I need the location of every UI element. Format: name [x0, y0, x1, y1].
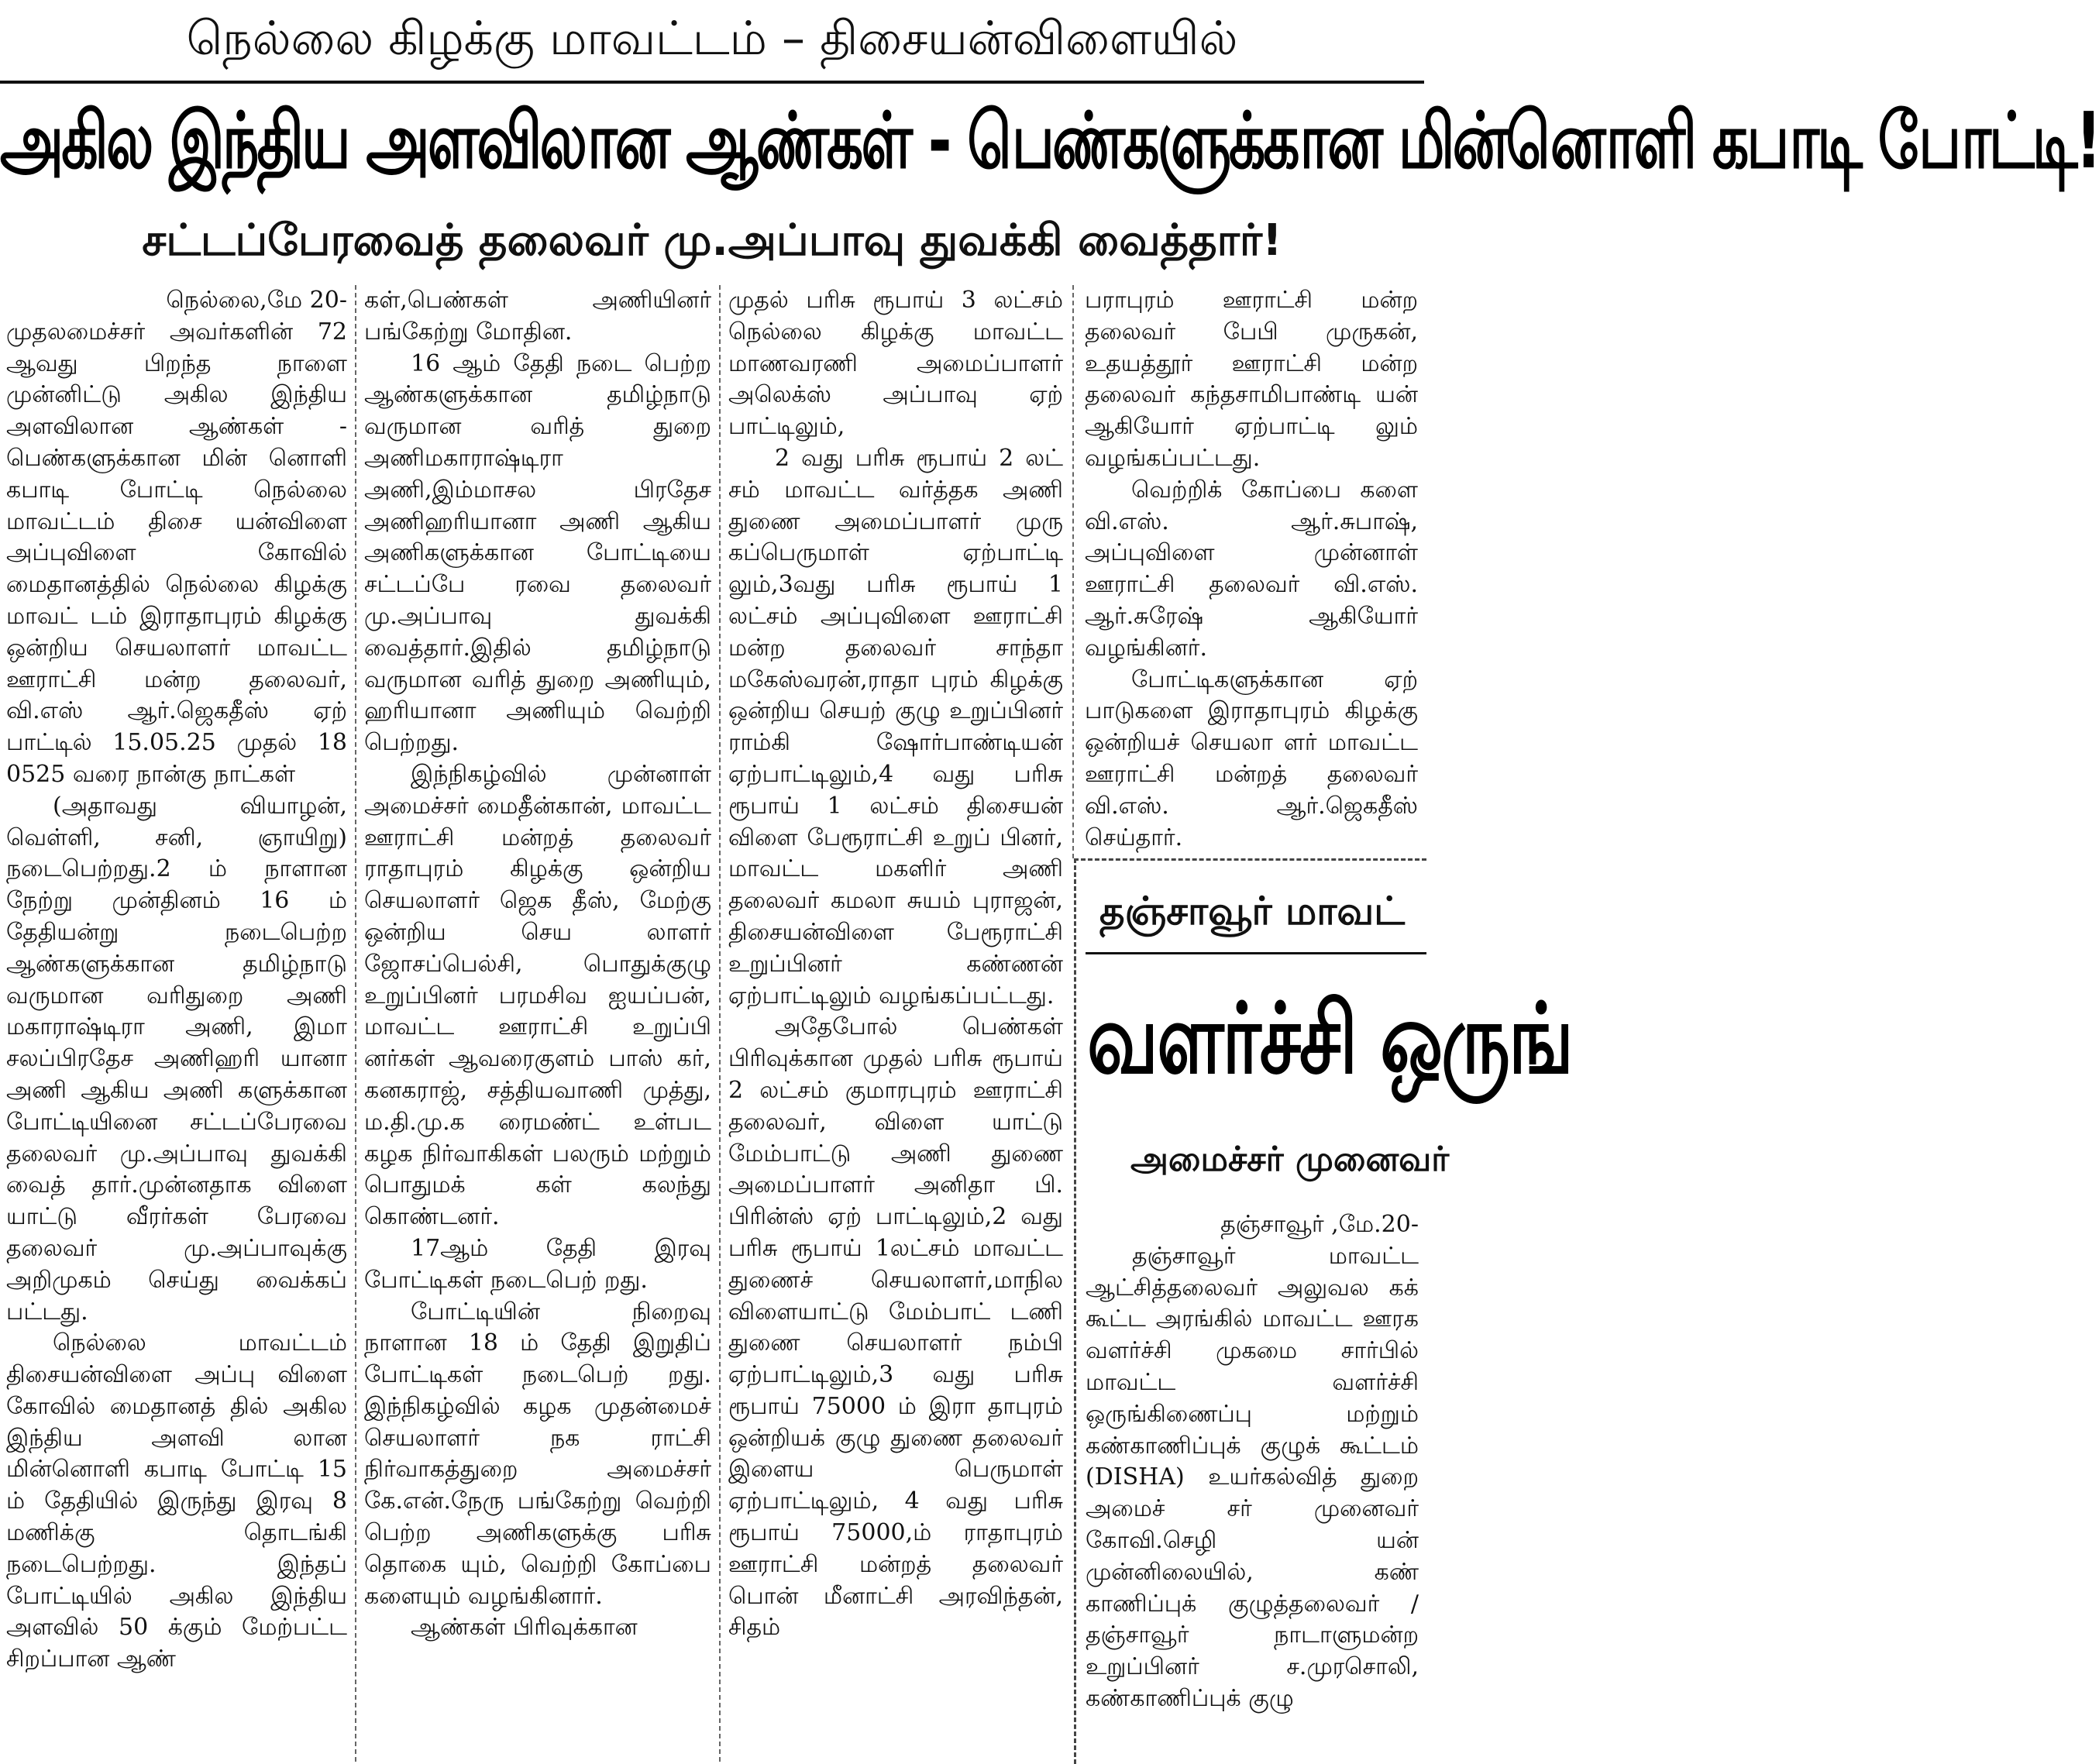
headline: அகில இந்திய அளவிலான ஆண்கள் - பெண்களுக்கான மின்னொளி கபாடி போட்டி!: [0, 95, 2099, 187]
paragraph: 2 வது பரிசு ரூபாய் 2 லட் சம் மாவட்ட வர்த்தக அணி துணை அமைப்பாளர் முரு கப்பெருமாள் ஏற்பாட்டி லும்,3வது பரிசு ரூபாய் 1 லட்சம் அப்புவிளை ஊராட்சி மன்ற தலைவர் சாந்தா மகேஸ்வரன்,ராதா புரம் கிழக்கு ஒன்றிய செயற் குழு உறுப்பினர் ராம்கி ஷோர்பாண்டியன் ஏற்பாட்டிலும்,4 வது பரிசு ரூபாய் 1 லட்சம் திசையன் விளை பேரூராட்சி உறுப் பினர், மாவட்ட மகளிர் அணி தலைவர் கமலா சுயம் புராஜன், திசையன்விளை பேரூராட்சி உறுப்பினர் கண்ணன் ஏற்பாட்டிலும் வழங்கப்பட்டது.: [728, 444, 1063, 1009]
paragraph: போட்டியின் நிறைவு நாளான 18 ம் தேதி இறுதிப் போட்டிகள் நடைபெற் றது. இந்நிகழ்வில் கழக முதன்மைச் செயலாளர் நக ராட்சி நிர்வாகத்துறை அமைச்சர் கே.என்.நேரு பங்கேற்று வெற்றி பெற்ற அணிகளுக்கு பரிசு தொகை யும், வெற்றி கோப்பை களையும் வழங்கினார்.: [364, 1298, 711, 1610]
paragraph: போட்டிகளுக்கான ஏற் பாடுகளை இராதாபுரம் கிழக்கு ஒன்றியச் செயலா ளர் மாவட்ட ஊராட்சி மன்றத் தலைவர் வி.எஸ். ஆர்.ஜெகதீஸ் செய்தார்.: [1085, 665, 1418, 851]
paragraph: முதலமைச்சர் அவர்களின் 72 ஆவது பிறந்த நாளை முன்னிட்டு அகில இந்திய அளவிலான ஆண்கள் - பெண்களுக்கான மின் னொளி கபாடி போட்டி நெல்லை மாவட்டம் திசை யன்விளை அப்புவிளை கோவில் மைதானத்தில் நெல்லை கிழக்கு மாவட் டம் இராதாபுரம் கிழக்கு ஒன்றிய செயலாளர் மாவட்ட ஊராட்சி மன்ற தலைவர், வி.எஸ் ஆர்.ஜெகதீஸ் ஏற் பாட்டில் 15.05.25 முதல் 18 0525 வரை நான்கு நாட்கள்: [6, 318, 347, 788]
paragraph: நெல்லை மாவட்டம் திசையன்விளை அப்பு விளை கோவில் மைதானத் தில் அகில இந்திய அளவி லான மின்னொளி கபாடி போட்டி 15 ம் தேதியில் இருந்து இரவு 8 மணிக்கு தொடங்கி நடைபெற்றது. இந்தப் போட்டியில் அகில இந்திய அளவில் 50 க்கும் மேற்பட்ட சிறப்பான ஆண்: [6, 1329, 347, 1673]
second-article-box: [1074, 858, 1572, 1764]
paragraph: 17ஆம் தேதி இரவு போட்டிகள் நடைபெற் றது.: [364, 1234, 711, 1294]
column-divider: [1072, 285, 1074, 858]
article-column-4: [1085, 285, 1418, 854]
paragraph: பராபுரம் ஊராட்சி மன்ற தலைவர் பேபி முருகன், உதயத்தூர் ஊராட்சி மன்ற தலைவர் கந்தசாமிபாண்டி யன் ஆகியோர் ஏற்பாட்டி லும் வழங்கப்பட்டது.: [1085, 287, 1418, 472]
second-article-headline: வளர்ச்சி ஒருங்: [1087, 982, 1572, 1095]
article-column-1: [6, 285, 347, 1676]
dateline: நெல்லை,மே 20-: [166, 287, 347, 314]
paragraph: முதல் பரிசு ரூபாய் 3 லட்சம் நெல்லை கிழக்கு மாவட்ட மாணவரணி அமைப்பாளர் அலெக்ஸ் அப்பாவு ஏற் பாட்டிலும்,: [728, 287, 1063, 441]
subheadline: சட்டப்பேரவைத் தலைவர் மு.அப்பாவு துவக்கி வைத்தார்!: [142, 215, 1282, 266]
paragraph: இந்நிகழ்வில் முன்னாள் அமைச்சர் மைதீன்கான், மாவட்ட ஊராட்சி மன்றத் தலைவர் ராதாபுரம் கிழக்கு ஒன்றிய செயலாளர் ஜெக தீஸ், மேற்கு ஒன்றிய செய லாளர் ஜோசப்பெல்சி, பொதுக்குழு உறுப்பினர் பரமசிவ ஐயப்பன், மாவட்ட ஊராட்சி உறுப்பி னர்கள் ஆவரைகுளம் பாஸ் கர், கனகராஜ், சத்தியவாணி முத்து, ம.தி.மு.க ரைமண்ட் உள்பட கழக நிர்வாகிகள் பலரும் மற்றும் பொதுமக் கள் கலந்து கொண்டனர்.: [364, 760, 711, 1231]
kicker-title: நெல்லை கிழக்கு மாவட்டம் – திசையன்விளையில்: [186, 12, 1238, 66]
second-article-kicker: தஞ்சாவூர் மாவட்: [1099, 889, 1406, 934]
paragraph: தஞ்சாவூர் மாவட்ட ஆட்சித்தலைவர் அலுவல கக் கூட்ட அரங்கில் மாவட்ட ஊரக வளர்ச்சி முகமை சார்பில் மாவட்ட வளர்ச்சி ஒருங்கிணைப்பு மற்றும் கண்காணிப்புக் குழுக் கூட்டம் (DISHA) உயர்கல்வித் துறை அமைச் சர் முனைவர் கோவி.செழி யன் முன்னிலையில், கண் காணிப்புக் குழுத்தலைவர் / தஞ்சாவூர் நாடாளுமன்ற உறுப்பினர் ச.முரசொலி, கண்காணிப்புக் குழு: [1086, 1242, 1419, 1712]
paragraph: கள்,பெண்கள் அணியினர் பங்கேற்று மோதின.: [364, 287, 711, 346]
paragraph: ஆண்கள் பிரிவுக்கான: [411, 1614, 638, 1642]
column-divider: [355, 285, 356, 1762]
article-column-2: [364, 285, 711, 1644]
paragraph: (அதாவது வியாழன், வெள்ளி, சனி, ஞாயிறு) நடைபெற்றது.2 ம் நாளான நேற்று முன்தினம் 16 ம் தேதியன்று நடைபெற்ற ஆண்களுக்கான தமிழ்நாடு வருமான வரிதுறை அணி மகாராஷ்டிரா அணி, இமா சலப்பிரதேச அணிஹரி யானா அணி ஆகிய அணி களுக்கான போட்டியினை சட்டப்பேரவை தலைவர் மு.அப்பாவு துவக்கி வைத் தார்.முன்னதாக விளை யாட்டு வீரர்கள் பேரவை தலைவர் மு.அப்பாவுக்கு அறிமுகம் செய்து வைக்கப் பட்டது.: [6, 792, 347, 1326]
column-divider: [719, 285, 721, 1762]
second-article-body: [1086, 1209, 1419, 1715]
second-article-subheadline: அமைச்சர் முனைவர்: [1130, 1140, 1450, 1179]
article-column-3: [728, 285, 1063, 1644]
second-article-dateline: தஞ்சாவூர் ,மே.20-: [1220, 1211, 1419, 1238]
paragraph: அதேபோல் பெண்கள் பிரிவுக்கான முதல் பரிசு ரூபாய் 2 லட்சம் குமாரபுரம் ஊராட்சி தலைவர், விளை யாட்டு மேம்பாட்டு அணி துணை அமைப்பாளர் அனிதா பி. பிரின்ஸ் ஏற் பாட்டிலும்,2 வது பரிசு ரூபாய் 1லட்சம் மாவட்ட துணைச் செயலாளர்,மாநில விளையாட்டு மேம்பாட் டணி துணை செயலாளர் நம்பி ஏற்பாட்டிலும்,3 வது பரிசு ரூபாய் 75000 ம் இரா தாபுரம் ஒன்றியக் குழு துணை தலைவர் இளைய பெருமாள் ஏற்பாட்டிலும், 4 வது பரிசு ரூபாய் 75000,ம் ராதாபுரம் ஊராட்சி மன்றத் தலைவர் பொன் மீனாட்சி அரவிந்தன், சிதம்: [728, 1013, 1063, 1642]
paragraph: 16 ஆம் தேதி நடை பெற்ற ஆண்களுக்கான தமிழ்நாடு வருமான வரித் துறை அணிமகாராஷ்டிரா அணி,இம்மாசல பிரதேச அணிஹரியானா அணி ஆகிய அணிகளுக்கான போட்டியை சட்டப்பே ரவை தலைவர் மு.அப்பாவு துவக்கி வைத்தார்.இதில் தமிழ்நாடு வருமான வரித் துறை அணியும், ஹரியானா அணியும் வெற்றி பெற்றது.: [364, 349, 711, 757]
paragraph: வெற்றிக் கோப்பை களை வி.எஸ். ஆர்.சுபாஷ், அப்புவிளை முன்னாள் ஊராட்சி தலைவர் வி.எஸ். ஆர்.சுரேஷ் ஆகியோர் வழங்கினர்.: [1085, 476, 1418, 662]
